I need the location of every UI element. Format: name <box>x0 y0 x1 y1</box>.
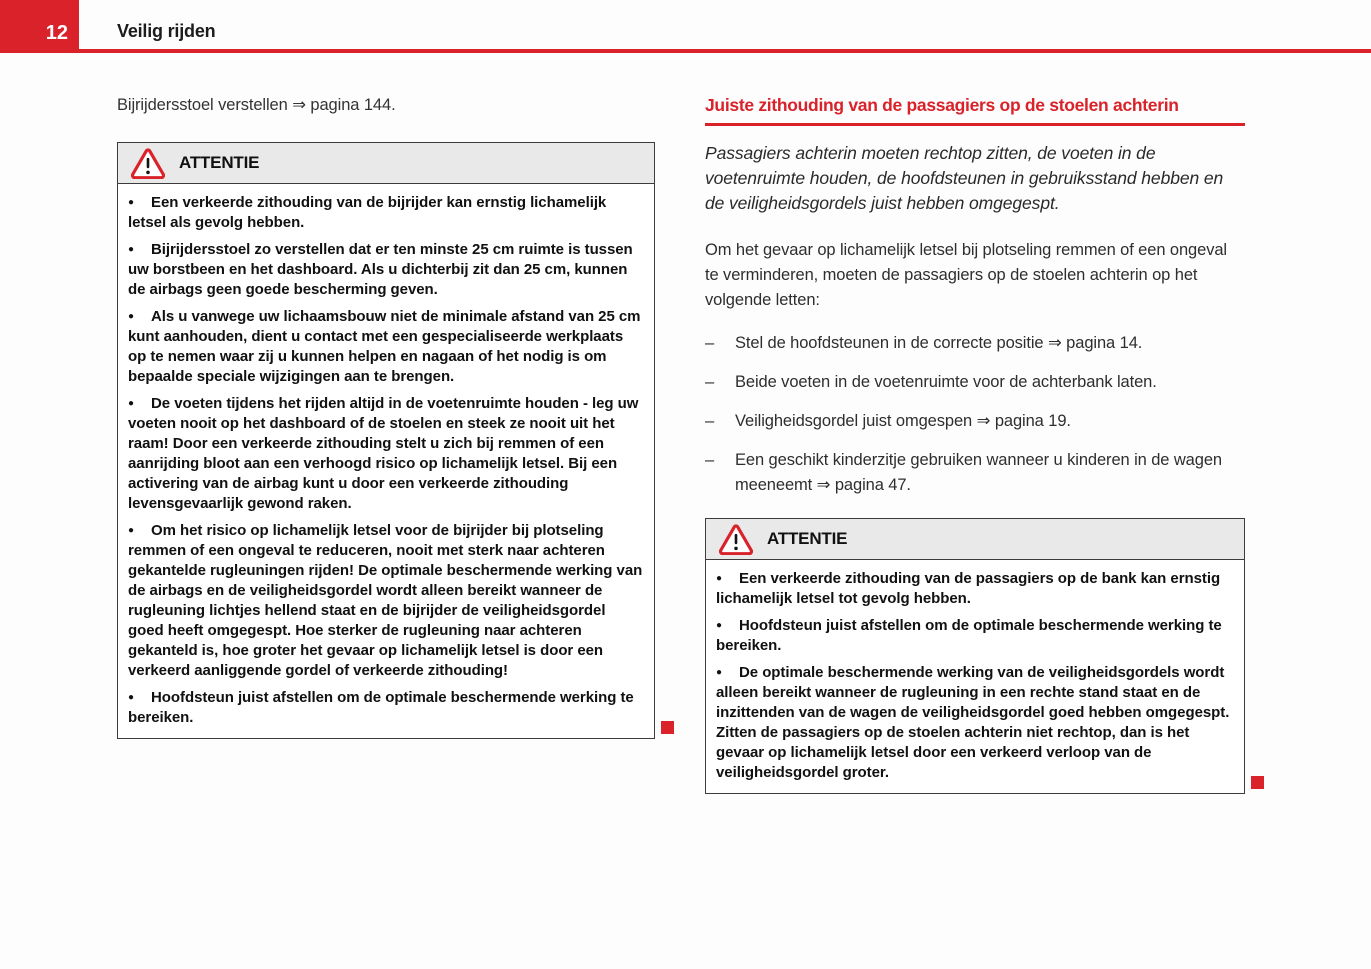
warning-bullet: ● De optimale beschermende werking van de veiligheidsgordels wordt alleen bereikt wanneer de rugleuning in een rechte stand staat en de inzittenden van de wagen de veiligheidsgordel goed hebben omgegespt. Zitten de passagiers op de stoelen achterin niet rechtop, dan is het gevaar op lichamelijk letsel door een verkeerd verloop van de veiligheidsgordel groter. <box>716 664 1230 781</box>
warning-box-header <box>118 143 654 184</box>
bullet-marker: ● <box>128 311 134 322</box>
right-column <box>705 95 1245 794</box>
bullet-marker: ● <box>128 244 134 255</box>
warning-bullet: ● Als u vanwege uw lichaamsbouw niet de minimale afstand van 25 cm kunt aanhouden, dient u contact met een gespecialiseerde werkplaats op te nemen waar zij u kunnen helpen en nagaan of het nodig is om bepaalde speciale wijzigingen aan te brengen. <box>128 308 641 385</box>
warning-box-body <box>706 560 1244 793</box>
left-column <box>117 95 655 739</box>
section-heading: Juiste zithouding van de passagiers op de stoelen achterin <box>705 95 1245 126</box>
warning-bullet: ● Hoofdsteun juist afstellen om de optimale beschermende werking te bereiken. <box>716 617 1222 654</box>
warning-triangle-icon <box>719 524 753 555</box>
section-end-marker <box>1251 776 1264 789</box>
warning-bullet: ● Bijrijdersstoel zo verstellen dat er ten minste 25 cm ruimte is tussen uw borstbeen en het dashboard. Als u dichterbij zit dan 25 cm, kunnen de airbags geen goede bescherming geven. <box>128 241 633 298</box>
header-rule <box>0 49 1371 53</box>
warning-bullet: ● De voeten tijdens het rijden altijd in de voetenruimte houden - leg uw voeten nooit op het dashboard of de stoelen en steek ze nooit uit het raam! Door een verkeerde zithouding stelt u zich bij remmen of een aanrijding bloot aan een verhoogd risico op lichamelijk letsel. Bij een activering van de airbag kunt u door een verkeerde zithouding levensgevaarlijk gewond raken. <box>128 395 639 512</box>
bullet-marker: ● <box>716 667 722 678</box>
warning-bullet: ● Een verkeerde zithouding van de passagiers op de bank kan ernstig lichamelijk letsel tot gevolg hebben. <box>716 570 1221 607</box>
list-item: – Stel de hoofdsteunen in de correcte positie ⇒ pagina 14. <box>705 331 1245 356</box>
warning-bullet: ● Hoofdsteun juist afstellen om de optimale beschermende werking te bereiken. <box>128 689 634 726</box>
dash-marker: – <box>705 373 715 391</box>
body-paragraph: Om het gevaar op lichamelijk letsel bij plotseling remmen of een ongeval te verminderen, moeten de passagiers op de stoelen achterin op het volgende letten: <box>705 241 1227 309</box>
page-number: 12 <box>45 22 68 44</box>
cross-reference-line: Bijrijdersstoel verstellen ⇒ pagina 144. <box>117 96 396 114</box>
warning-triangle-icon <box>131 148 165 179</box>
bullet-marker: ● <box>716 620 722 631</box>
section-end-marker <box>661 721 674 734</box>
bullet-marker: ● <box>128 525 134 536</box>
dash-marker: – <box>705 334 715 352</box>
warning-bullet: ● Om het risico op lichamelijk letsel voor de bijrijder bij plotseling remmen of een ongeval te reduceren, nooit met sterk naar achteren gekantelde rugleuningen rijden! De optimale beschermende werking van de airbags en de veiligheidsgordel wordt alleen bereikt wanneer de rugleuning lichtjes hellend staat en de bijrijder de veiligheidsgordel goed heeft omgegespt. Hoe sterker de rugleuning naar achteren gekanteld is, hoe groter het gevaar op lichamelijk letsel is door een verkeerd aanliggende gordel of verkeerde zithouding! <box>128 522 643 679</box>
chapter-number-box <box>0 0 79 49</box>
warning-box-body <box>118 184 654 738</box>
dash-marker: – <box>705 451 715 469</box>
warning-box-title: ATTENTIE <box>767 529 848 548</box>
warning-box-rear-passengers <box>705 518 1245 794</box>
list-item: – Een geschikt kinderzitje gebruiken wanneer u kinderen in de wagen meeneemt ⇒ pagina 47. <box>705 448 1245 498</box>
warning-box-front-passenger <box>117 142 655 739</box>
bullet-marker: ● <box>128 398 134 409</box>
bullet-marker: ● <box>128 692 134 703</box>
chapter-title: Veilig rijden <box>117 21 216 41</box>
bullet-marker: ● <box>716 573 722 584</box>
dash-marker: – <box>705 412 715 430</box>
warning-box-header <box>706 519 1244 560</box>
instruction-list <box>705 331 1245 498</box>
bullet-marker: ● <box>128 197 134 208</box>
list-item: – Veiligheidsgordel juist omgespen ⇒ pagina 19. <box>705 409 1245 434</box>
warning-bullet: ● Een verkeerde zithouding van de bijrijder kan ernstig lichamelijk letsel als gevolg hebben. <box>128 194 607 231</box>
warning-box-title: ATTENTIE <box>179 153 260 172</box>
lead-paragraph: Passagiers achterin moeten rechtop zitten, de voeten in de voetenruimte houden, de hoofdsteunen in gebruiksstand hebben en de veiligheidsgordels juist hebben omgegespt. <box>705 143 1224 213</box>
list-item: – Beide voeten in de voetenruimte voor de achterbank laten. <box>705 370 1245 395</box>
